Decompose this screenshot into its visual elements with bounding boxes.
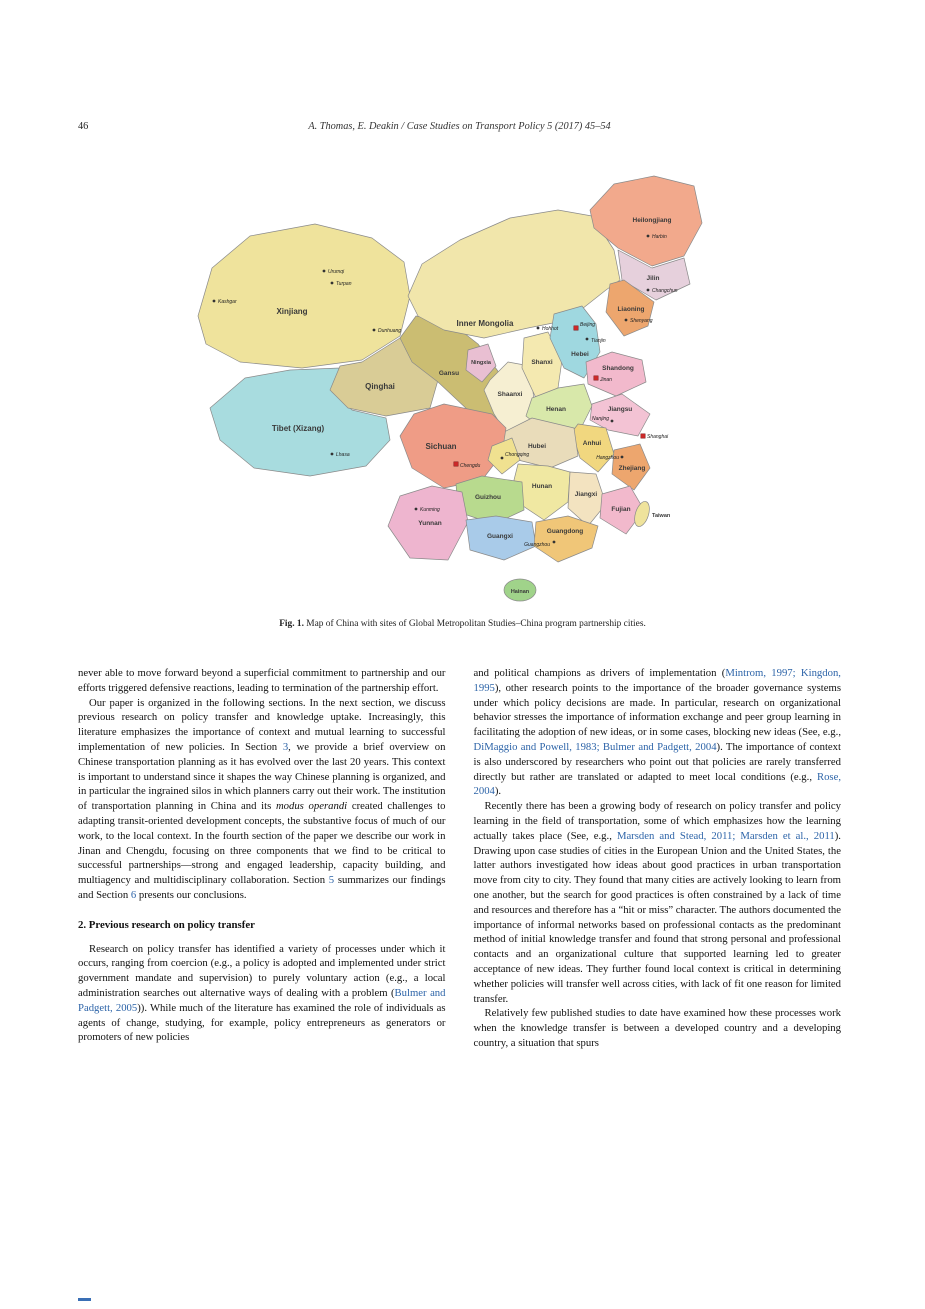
province-sichuan	[400, 404, 506, 488]
partner-city-marker-shanghai	[641, 434, 645, 438]
city-marker-lhasa	[331, 453, 334, 456]
paragraph: Research on policy transfer has identified a variety of processes under which it occurs, ranging from coercion (e.g., a policy is adopted and implemented under strict government mandate and supervision) to purely voluntary action (e.g., a local administration searches out alternative ways of dealing with a problem (Bulmer and Padgett, 2005)). While much of the literature has examined the role of individuals as agents of change, studying, for example, policy entrepreneurs as generators or promoters of new policies	[78, 942, 446, 1044]
citation-link[interactable]: Rose, 2004	[473, 770, 841, 798]
page-bottom-mark	[78, 1298, 91, 1301]
province-shandong	[586, 352, 646, 396]
paragraph: never able to move forward beyond a superficial commitment to partnership and our efforts triggered defensive reactions, leading to termination of the partnership effort.	[78, 667, 446, 694]
figure-caption-label: Fig. 1.	[279, 619, 304, 629]
partner-city-marker-chengdu	[454, 462, 458, 466]
citation-link[interactable]: Mintrom, 1997; Kingdon, 1995	[473, 667, 841, 694]
province-label-guangxi: Guangxi	[486, 533, 514, 540]
city-marker-harbin	[647, 235, 650, 238]
city-label-kashgar: Kashgar	[218, 299, 237, 305]
citation-link[interactable]: 3	[282, 740, 289, 753]
citation-link[interactable]: Marsden and Stead, 2011; Marsden et al., 2011	[616, 829, 835, 842]
province-label-guizhou: Guizhou	[475, 494, 501, 501]
province-label-hebei: Hebei	[571, 351, 589, 358]
paragraph: and political champions as drivers of implementation (Mintrom, 1997; Kingdon, 1995), other research points to the importance of the broader governance systems under which policy decisions are made. In particular, research on organizational behavior stresses the importance of information exchange and peer group learning in facilitating the adoption of new ideas, or in some cases, blocking new ideas (See, e.g., DiMaggio and Powell, 1983; Bulmer and Padgett, 2004). The importance of context is also underscored by researchers who point out that policies are rarely transferred directly but rather are translated or adapted to meet local conditions (e.g., Rose, 2004).	[473, 667, 841, 798]
province-label-ningxia: Ningxia	[471, 360, 491, 366]
province-label-liaoning: Liaoning	[617, 306, 645, 313]
city-marker-kashgar	[213, 300, 216, 303]
province-label-shaanxi: Shaanxi	[497, 391, 523, 398]
province-yunnan	[388, 486, 468, 560]
province-label-jiangsu: Jiangsu	[607, 406, 633, 413]
right-column	[474, 666, 842, 1051]
province-label-anhui: Anhui	[582, 440, 602, 447]
province-guangxi	[466, 516, 536, 560]
city-marker-kunming	[415, 508, 418, 511]
paragraph: Recently there has been a growing body of research on policy transfer and policy learning in the field of transportation, some of which emphasizes how the learning actually takes place (See, e.g., Marsden and Stead, 2011; Marsden et al., 2011). Drawing upon case studies of cities in the European Union and the United States, the latter authors investigated how ideas about good practices in urban transportation move from city to city. They found that many cities are actively looking to learn from one another, but the search for good practices is often constrained by a lack of time and resources and therefore has a “hit or miss” character. The authors documented the importance of informal networks based on professional contacts as the predominant method of initial knowledge transfer and found that strong personal and professional contacts and an organizational culture that supported learning led to greater acceptance of new ideas. They further found local context is critical in determining whether policies will transfer well across cities, with lack of fit one reason for limited transfer.	[473, 800, 841, 1005]
province-anhui	[572, 424, 614, 472]
province-guangdong	[534, 516, 598, 562]
paragraph: Our paper is organized in the following sections. In the next section, we discuss previous research on policy transfer and knowledge uptake. Increasingly, this literature emphasizes the importance of context and mutual learning to successful implementation of new policies. In Section 3, we provide a brief overview on Chinese transportation planning as it has evolved over the last 20 years. This context is important to understand since it shapes the way Chinese planning is organized, and in particular the ingrained silos in which planners carry out their work. The institution of transportation planning in China and its modus operandi created challenges to adapting transit-oriented development concepts, the substantive focus of much of our work, to the local context. In the fourth section of the paper we describe our work in Jinan and Chengdu, focusing on three components that we find to be critical to successful partnerships—strong and engaged leadership, capacity building, and multiagency and multidisciplinary collaboration. Section 5 summarizes our findings and Section 6 presents our conclusions.	[78, 696, 446, 901]
city-marker-nanjing	[611, 420, 614, 423]
partner-city-marker-beijing	[574, 326, 578, 330]
province-label-inner_mongolia: Inner Mongolia	[456, 319, 514, 328]
city-marker-turpan	[331, 282, 334, 285]
city-marker-guangzhou	[553, 541, 556, 544]
city-label-changchun: Changchun	[652, 288, 678, 294]
city-marker-changchun	[647, 289, 650, 292]
city-label-chengdu: Chengdu	[460, 463, 481, 469]
city-label-guangzhou: Guangzhou	[524, 542, 550, 548]
city-label-turpan: Turpan	[336, 281, 352, 287]
city-label-chongqing: Chongqing	[505, 452, 530, 458]
city-label-lhasa: Lhasa	[336, 452, 350, 458]
city-label-dunhuang: Dunhuang	[378, 328, 402, 334]
province-label-hainan: Hainan	[510, 589, 530, 595]
figure-caption-text: Map of China with sites of Global Metropolitan Studies–China program partnership cities.	[303, 619, 646, 629]
province-label-guangdong: Guangdong	[546, 528, 584, 535]
city-label-shanghai: Shanghai	[647, 434, 669, 440]
province-xinjiang	[198, 224, 410, 368]
city-label-shenyang: Shenyang	[630, 318, 653, 324]
province-label-tibet: Tibet (Xizang)	[271, 424, 325, 433]
province-label-xinjiang: Xinjiang	[276, 307, 308, 316]
city-label-hangzhou: Hangzhou	[596, 455, 619, 461]
city-label-harbin: Harbin	[652, 234, 667, 240]
city-marker-chongqing	[501, 457, 504, 460]
city-label-kunming: Kunming	[420, 507, 440, 513]
city-marker-urumqi	[323, 270, 326, 273]
running-head: A. Thomas, E. Deakin / Case Studies on Transport Policy 5 (2017) 45–54	[308, 121, 611, 132]
city-label-hohhot: Hohhot	[542, 326, 559, 332]
paragraph: Relatively few published studies to date have examined how these processes work when the knowledge transfer is between a developed country and a developing country, a situation that spurs	[473, 1007, 841, 1049]
citation-link[interactable]: 6	[130, 888, 137, 901]
province-label-hunan: Hunan	[531, 483, 553, 490]
province-label-shanxi: Shanxi	[531, 359, 553, 366]
page-header	[78, 121, 841, 137]
province-label-sichuan: Sichuan	[425, 442, 457, 451]
section-heading: 2. Previous research on policy transfer	[78, 918, 255, 931]
emphasis-text: modus operandi	[275, 800, 348, 813]
province-label-henan: Henan	[546, 406, 566, 413]
city-label-nanjing: Nanjing	[592, 416, 609, 422]
city-label-jinan: Jinan	[600, 377, 612, 383]
citation-link[interactable]: 5	[328, 874, 335, 887]
city-marker-hohhot	[537, 327, 540, 330]
province-label-gansu: Gansu	[438, 370, 460, 377]
figure-caption	[0, 619, 925, 629]
left-column	[78, 666, 446, 1051]
province-label-jiangxi: Jiangxi	[574, 491, 598, 498]
city-marker-hangzhou	[621, 456, 624, 459]
province-label-yunnan: Yunnan	[418, 520, 442, 527]
city-label-urumqi: Urumqi	[328, 269, 345, 275]
province-label-shandong: Shandong	[602, 365, 634, 372]
citation-link[interactable]: Bulmer and Padgett, 2005	[78, 986, 446, 1014]
province-label-heilongjiang: Heilongjiang	[632, 217, 672, 224]
china-map-svg	[190, 168, 735, 615]
province-label-taiwan: Taiwan	[652, 513, 671, 519]
article-body	[78, 666, 841, 1051]
city-label-tianjin: Tianjin	[591, 338, 606, 344]
figure-1-map	[190, 168, 735, 618]
city-marker-shenyang	[625, 319, 628, 322]
city-marker-dunhuang	[373, 329, 376, 332]
province-label-hubei: Hubei	[527, 443, 547, 450]
province-label-jilin: Jilin	[646, 275, 660, 282]
page-number: 46	[78, 121, 89, 132]
partner-city-marker-jinan	[594, 376, 598, 380]
province-label-qinghai: Qinghai	[365, 382, 395, 391]
province-hainan	[504, 579, 536, 601]
province-zhejiang	[612, 444, 650, 490]
city-label-beijing: Beijing	[580, 322, 596, 328]
citation-link[interactable]: DiMaggio and Powell, 1983; Bulmer and Padgett, 2004	[473, 740, 717, 753]
province-label-fujian: Fujian	[611, 506, 631, 513]
city-marker-tianjin	[586, 338, 589, 341]
province-label-zhejiang: Zhejiang	[618, 465, 646, 472]
